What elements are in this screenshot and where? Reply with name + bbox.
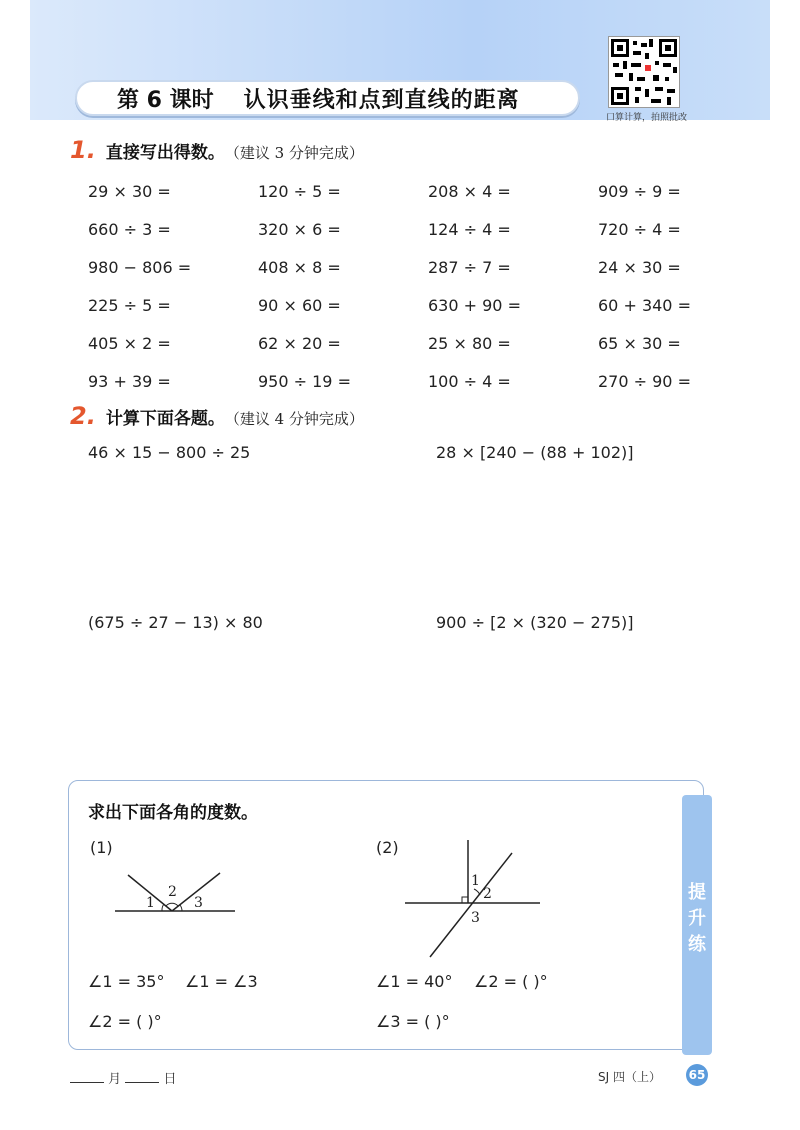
mental-row bbox=[88, 172, 728, 210]
diagram2-mark-2: 2 bbox=[483, 886, 492, 902]
page-number: 65 bbox=[686, 1064, 708, 1086]
mental-row bbox=[88, 248, 728, 286]
section2-number: 2. bbox=[70, 402, 96, 430]
lesson-number: 第 6 课时 bbox=[117, 87, 214, 113]
part2-answer-2: ∠3 = ( )° bbox=[376, 1012, 450, 1031]
part2-label: (2) bbox=[376, 838, 399, 857]
day-blank[interactable] bbox=[125, 1082, 159, 1083]
mental-problem: 909 ÷ 9 = bbox=[598, 181, 681, 201]
diagram1-mark-1: 1 bbox=[146, 895, 155, 911]
part1-label: (1) bbox=[90, 838, 113, 857]
mental-problem: 25 × 80 = bbox=[428, 333, 511, 353]
lesson-title-bar bbox=[75, 80, 580, 116]
part2-answer-1: ∠2 = ( )° bbox=[474, 972, 548, 991]
calc-problem-1: 46 × 15 − 800 ÷ 25 bbox=[88, 443, 251, 462]
part2-given: ∠1 = 40° bbox=[376, 972, 453, 991]
diagram1-arc-1 bbox=[162, 904, 164, 911]
mental-row bbox=[88, 210, 728, 248]
angle-diagram-2 bbox=[400, 835, 545, 965]
mental-row bbox=[88, 362, 728, 400]
section1-number: 1. bbox=[70, 136, 96, 164]
diagram2-mark-3: 3 bbox=[471, 910, 480, 926]
section2-title: 计算下面各题。 bbox=[105, 409, 225, 429]
part1-given-2: ∠1 = ∠3 bbox=[185, 972, 258, 991]
mental-problem: 270 ÷ 90 = bbox=[598, 371, 691, 391]
qr-code-icon[interactable] bbox=[608, 36, 680, 108]
diagram1-arc-2 bbox=[166, 903, 178, 906]
diagram2-mark-1: 1 bbox=[471, 873, 480, 889]
mental-problem: 225 ÷ 5 = bbox=[88, 295, 171, 315]
mental-problem: 287 ÷ 7 = bbox=[428, 257, 511, 277]
part1-answer: ∠2 = ( )° bbox=[88, 1012, 162, 1031]
mental-problem: 405 × 2 = bbox=[88, 333, 171, 353]
extension-tab-label bbox=[682, 880, 712, 958]
mental-problem: 65 × 30 = bbox=[598, 333, 681, 353]
qr-caption: 口算计算，拍照批改 bbox=[606, 113, 688, 123]
mental-problem: 120 ÷ 5 = bbox=[258, 181, 341, 201]
diagram1-mark-3: 3 bbox=[194, 895, 203, 911]
right-angle-mark-icon bbox=[462, 897, 468, 903]
section2-hint: （建议 4 分钟完成） bbox=[224, 410, 364, 428]
diagram1-arc-3 bbox=[180, 905, 182, 911]
mental-problem: 124 ÷ 4 = bbox=[428, 219, 511, 239]
mental-problem: 630 + 90 = bbox=[428, 295, 521, 315]
mental-problem: 24 × 30 = bbox=[598, 257, 681, 277]
extension-title: 求出下面各角的度数。 bbox=[88, 803, 258, 823]
mental-problem: 660 ÷ 3 = bbox=[88, 219, 171, 239]
section1-hint: （建议 3 分钟完成） bbox=[224, 144, 364, 162]
mental-row bbox=[88, 286, 728, 324]
section1-title: 直接写出得数。 bbox=[105, 143, 225, 163]
mental-problem: 980 − 806 = bbox=[88, 257, 192, 277]
extension-tab-text: 提升练 bbox=[688, 882, 706, 955]
book-label: SJ 四（上） bbox=[598, 1070, 661, 1084]
day-label: 日 bbox=[163, 1072, 177, 1087]
date-field[interactable] bbox=[70, 1068, 176, 1087]
mental-problem: 90 × 60 = bbox=[258, 295, 341, 315]
mental-problem: 60 + 340 = bbox=[598, 295, 691, 315]
mental-row bbox=[88, 324, 728, 362]
mental-problem: 100 ÷ 4 = bbox=[428, 371, 511, 391]
mental-problem: 320 × 6 = bbox=[258, 219, 341, 239]
mental-problem: 93 + 39 = bbox=[88, 371, 171, 391]
lesson-topic: 认识垂线和点到直线的距离 bbox=[243, 87, 520, 113]
part1-given-1: ∠1 = 35° bbox=[88, 972, 165, 991]
month-blank[interactable] bbox=[70, 1082, 104, 1083]
calc-problem-3: (675 ÷ 27 − 13) × 80 bbox=[88, 613, 263, 632]
month-label: 月 bbox=[108, 1072, 122, 1087]
mental-problem: 408 × 8 = bbox=[258, 257, 341, 277]
mental-problem: 208 × 4 = bbox=[428, 181, 511, 201]
mental-math-grid bbox=[88, 172, 728, 400]
section2-heading bbox=[70, 402, 364, 430]
calc-problem-2: 28 × [240 − (88 + 102)] bbox=[436, 443, 634, 462]
section1-heading bbox=[70, 136, 364, 164]
diagram2-arc bbox=[474, 889, 480, 895]
calc-problem-4: 900 ÷ [2 × (320 − 275)] bbox=[436, 613, 634, 632]
mental-problem: 950 ÷ 19 = bbox=[258, 371, 351, 391]
diagram2-slant-line bbox=[430, 853, 512, 957]
mental-problem: 62 × 20 = bbox=[258, 333, 341, 353]
diagram1-mark-2: 2 bbox=[168, 884, 177, 900]
mental-problem: 29 × 30 = bbox=[88, 181, 171, 201]
mental-problem: 720 ÷ 4 = bbox=[598, 219, 681, 239]
